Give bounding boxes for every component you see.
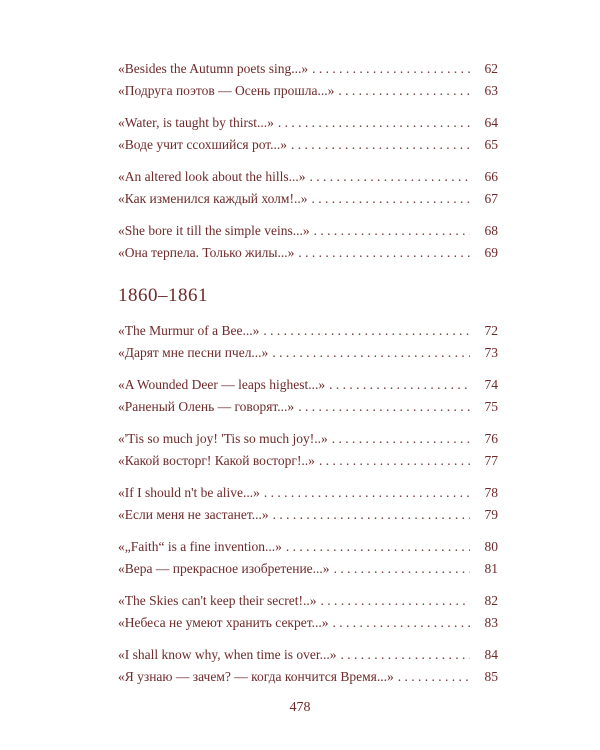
toc-entry[interactable] xyxy=(118,666,498,688)
toc-entry[interactable] xyxy=(118,320,498,342)
toc-entry-page: 84 xyxy=(484,647,498,662)
toc-entry-page: 83 xyxy=(484,615,498,630)
toc-entry[interactable] xyxy=(118,396,498,418)
toc-pair xyxy=(118,482,498,526)
leader-dots xyxy=(314,220,470,242)
toc-pair xyxy=(118,644,498,688)
toc-entry-title: «The Skies can't keep their secret!..» xyxy=(118,593,317,608)
toc-entry-page: 74 xyxy=(484,377,498,392)
toc-entry[interactable] xyxy=(118,112,498,134)
toc-entry-title: «If I should n't be alive...» xyxy=(118,485,260,500)
toc-entry[interactable] xyxy=(118,644,498,666)
toc-entry[interactable] xyxy=(118,166,498,188)
toc-entry-title: «The Murmur of a Bee...» xyxy=(118,323,260,338)
toc-entry[interactable] xyxy=(118,220,498,242)
toc-entry-page: 75 xyxy=(484,399,498,414)
toc-group-early xyxy=(118,58,498,274)
toc-entry-page: 82 xyxy=(484,593,498,608)
toc-pair xyxy=(118,112,498,156)
toc-entry[interactable] xyxy=(118,536,498,558)
toc-entry-page: 66 xyxy=(484,169,498,184)
leader-dots xyxy=(329,374,470,396)
leader-dots xyxy=(333,612,471,634)
toc-entry-page: 67 xyxy=(484,191,498,206)
toc-entry[interactable] xyxy=(118,58,498,80)
toc-entry[interactable] xyxy=(118,242,498,264)
toc-entry[interactable] xyxy=(118,504,498,526)
leader-dots xyxy=(320,590,470,612)
toc-pair xyxy=(118,166,498,210)
toc-entry-page: 78 xyxy=(484,485,498,500)
toc-entry[interactable] xyxy=(118,482,498,504)
leader-dots xyxy=(319,450,470,472)
toc-entry-title: «Раненый Олень — говорят...» xyxy=(118,399,295,414)
toc-entry-title: «Water, is taught by thirst...» xyxy=(118,115,274,130)
toc-entry-page: 77 xyxy=(484,453,498,468)
toc-entry[interactable] xyxy=(118,558,498,580)
toc-entry-title: «Если меня не застанет...» xyxy=(118,507,269,522)
leader-dots xyxy=(334,558,470,580)
leader-dots xyxy=(312,58,470,80)
leader-dots xyxy=(332,428,470,450)
toc-entry-title: «Я узнаю — зачем? — когда кончится Время...» xyxy=(118,669,394,684)
leader-dots xyxy=(398,666,470,688)
leader-dots xyxy=(263,320,470,342)
toc-entry-title: «'Tis so much joy! 'Tis so much joy!..» xyxy=(118,431,328,446)
toc-entry-page: 63 xyxy=(484,83,498,98)
toc-entry-title: «Вера — прекрасное изобретение...» xyxy=(118,561,330,576)
toc-pair xyxy=(118,220,498,264)
toc-entry[interactable] xyxy=(118,188,498,210)
leader-dots xyxy=(340,644,470,666)
toc-entry-title: «A Wounded Deer — leaps highest...» xyxy=(118,377,326,392)
leader-dots xyxy=(264,482,470,504)
leader-dots xyxy=(311,188,470,210)
leader-dots xyxy=(272,342,470,364)
toc-entry-page: 69 xyxy=(484,245,498,260)
toc-entry-page: 85 xyxy=(484,669,498,684)
toc-entry[interactable] xyxy=(118,80,498,102)
toc-entry[interactable] xyxy=(118,590,498,612)
toc-entry[interactable] xyxy=(118,612,498,634)
leader-dots xyxy=(338,80,470,102)
toc-entry-title: «Она терпела. Только жилы...» xyxy=(118,245,295,260)
toc-entry-title: «I shall know why, when time is over...» xyxy=(118,647,337,662)
toc-entry[interactable] xyxy=(118,342,498,364)
toc-pair xyxy=(118,58,498,102)
toc-pair xyxy=(118,374,498,418)
leader-dots xyxy=(298,396,470,418)
leader-dots xyxy=(309,166,470,188)
leader-dots xyxy=(291,134,470,156)
toc-entry[interactable] xyxy=(118,428,498,450)
toc-pair xyxy=(118,590,498,634)
toc-entry[interactable] xyxy=(118,374,498,396)
toc-entry-page: 72 xyxy=(484,323,498,338)
toc-entry-title: «Воде учит ссохшийся рот...» xyxy=(118,137,288,152)
toc-entry-title: «An altered look about the hills...» xyxy=(118,169,306,184)
toc-entry-page: 65 xyxy=(484,137,498,152)
toc-entry-page: 68 xyxy=(484,223,498,238)
toc-entry-title: «Как изменился каждый холм!..» xyxy=(118,191,308,206)
toc-entry-title: «Подруга поэтов — Осень прошла...» xyxy=(118,83,335,98)
leader-dots xyxy=(298,242,470,264)
toc-entry-title: «„Faith“ is a fine invention...» xyxy=(118,539,282,554)
toc-entry-page: 64 xyxy=(484,115,498,130)
toc-entry-title: «Какой восторг! Какой восторг!..» xyxy=(118,453,315,468)
toc-pair xyxy=(118,536,498,580)
toc-entry-page: 76 xyxy=(484,431,498,446)
leader-dots xyxy=(286,536,470,558)
toc-pair xyxy=(118,320,498,364)
page-number: 478 xyxy=(289,700,311,715)
toc-entry[interactable] xyxy=(118,450,498,472)
toc-entry-title: «Дарят мне песни пчел...» xyxy=(118,345,269,360)
toc-entry-page: 62 xyxy=(484,61,498,76)
toc-entry-page: 80 xyxy=(484,539,498,554)
toc-pair xyxy=(118,428,498,472)
leader-dots xyxy=(278,112,470,134)
toc-entry-page: 79 xyxy=(484,507,498,522)
toc-entry-title: «Besides the Autumn poets sing...» xyxy=(118,61,309,76)
toc-entry-title: «She bore it till the simple veins...» xyxy=(118,223,310,238)
toc-entry-page: 81 xyxy=(484,561,498,576)
toc-entry-page: 73 xyxy=(484,345,498,360)
toc-group-1860-1861 xyxy=(118,320,498,698)
toc-entry[interactable] xyxy=(118,134,498,156)
section-heading: 1860–1861 xyxy=(118,285,208,306)
leader-dots xyxy=(273,504,470,526)
toc-entry-title: «Небеса не умеют хранить секрет...» xyxy=(118,615,329,630)
